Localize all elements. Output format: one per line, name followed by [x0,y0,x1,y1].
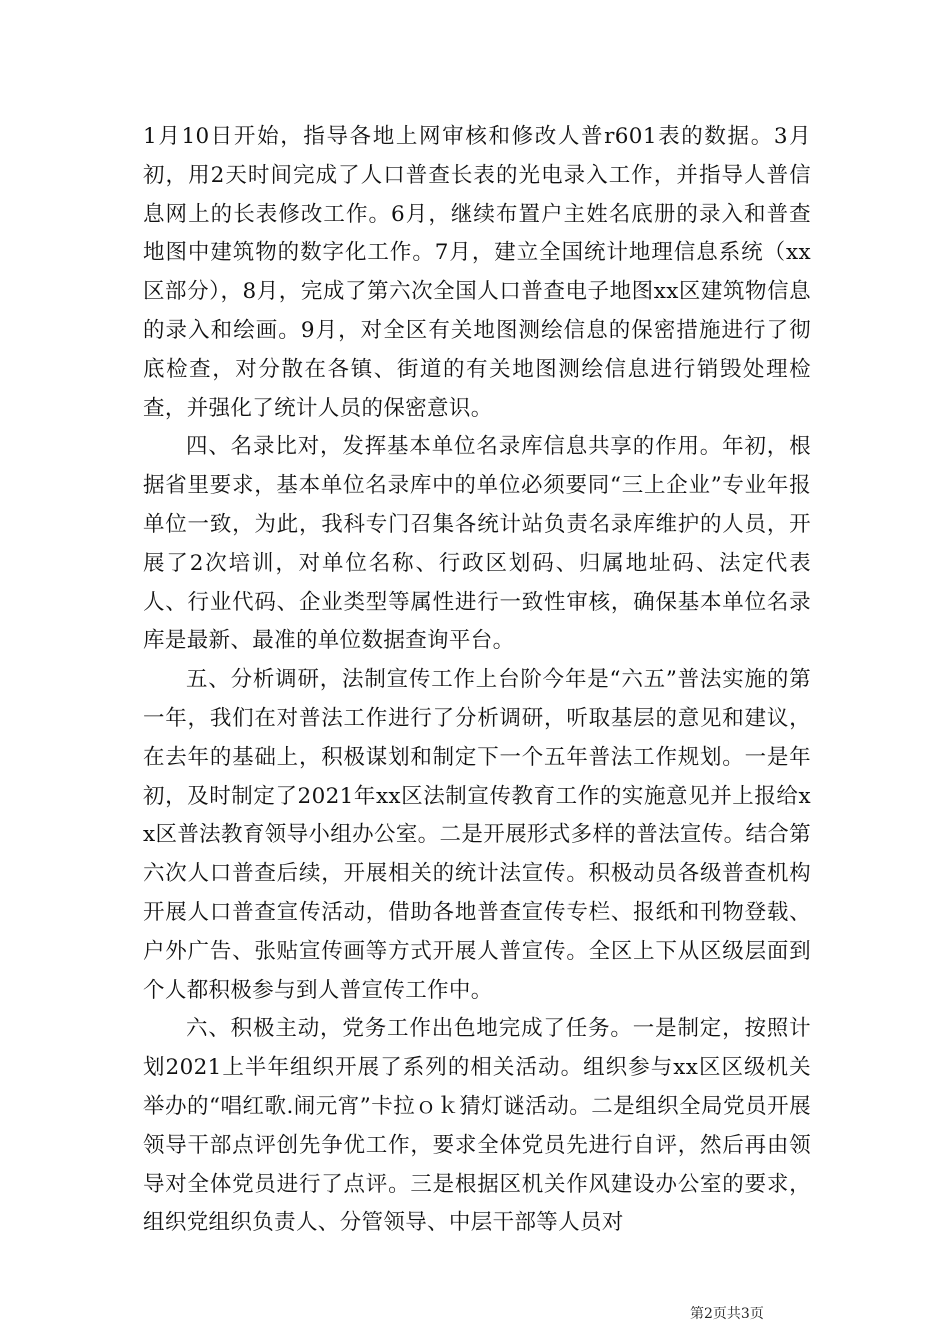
paragraph-section-5: 五、分析调研，法制宣传工作上台阶今年是“六五”普法实施的第一年，我们在对普法工作进行了分析调研，听取基层的意见和建议，在去年的基础上，积极谋划和制定下一个五年普法工作规划。一是年初，及时制定了2021年xx区法制宣传教育工作的实施意见并上报给xx区普法教育领导小组办公室。二是开展形式多样的普法宣传。结合第六次人口普查后续，开展相关的统计法宣传。积极动员各级普查机构开展人口普查宣传活动，借助各地普查宣传专栏、报纸和刊物登载、户外广告、张贴宣传画等方式开展人普宣传。全区上下从区级层面到个人都积极参与到人普宣传工作中。 [143,667,811,1003]
page-number: 第2页共3页 [690,1306,764,1322]
document-body [143,118,811,1243]
paragraph-section-4: 四、名录比对，发挥基本单位名录库信息共享的作用。年初，根据省里要求，基本单位名录库中的单位必须要同“三上企业”专业年报单位一致，为此，我科专门召集各统计站负责名录库维护的人员，开展了2次培训，对单位名称、行政区划码、归属地址码、法定代表人、行业代码、企业类型等属性进行一致性审核，确保基本单位名录库是最新、最准的单位数据查询平台。 [143,434,811,654]
paragraph-section-6: 六、积极主动，党务工作出色地完成了任务。一是制定，按照计划2021上半年组织开展了系列的相关活动。组织参与xx区区级机关举办的“唱红歌.闹元宵”卡拉ｏｋ猜灯谜活动。二是组织全局党员开展领导干部点评创先争优工作，要求全体党员先进行自评，然后再由领导对全体党员进行了点评。三是根据区机关作风建设办公室的要求，组织党组织负责人、分管领导、中层干部等人员对 [143,1016,811,1236]
paragraph-continuation: 1月10日开始，指导各地上网审核和修改人普r601表的数据。3月初，用2天时间完成了人口普查长表的光电录入工作，并指导人普信息网上的长表修改工作。6月，继续布置户主姓名底册的录入和普查地图中建筑物的数字化工作。7月，建立全国统计地理信息系统（xx区部分），8月，完成了第六次全国人口普查电子地图xx区建筑物信息的录入和绘画。9月，对全区有关地图测绘信息的保密措施进行了彻底检查，对分散在各镇、街道的有关地图测绘信息进行销毁处理检查，并强化了统计人员的保密意识。 [143,124,811,421]
